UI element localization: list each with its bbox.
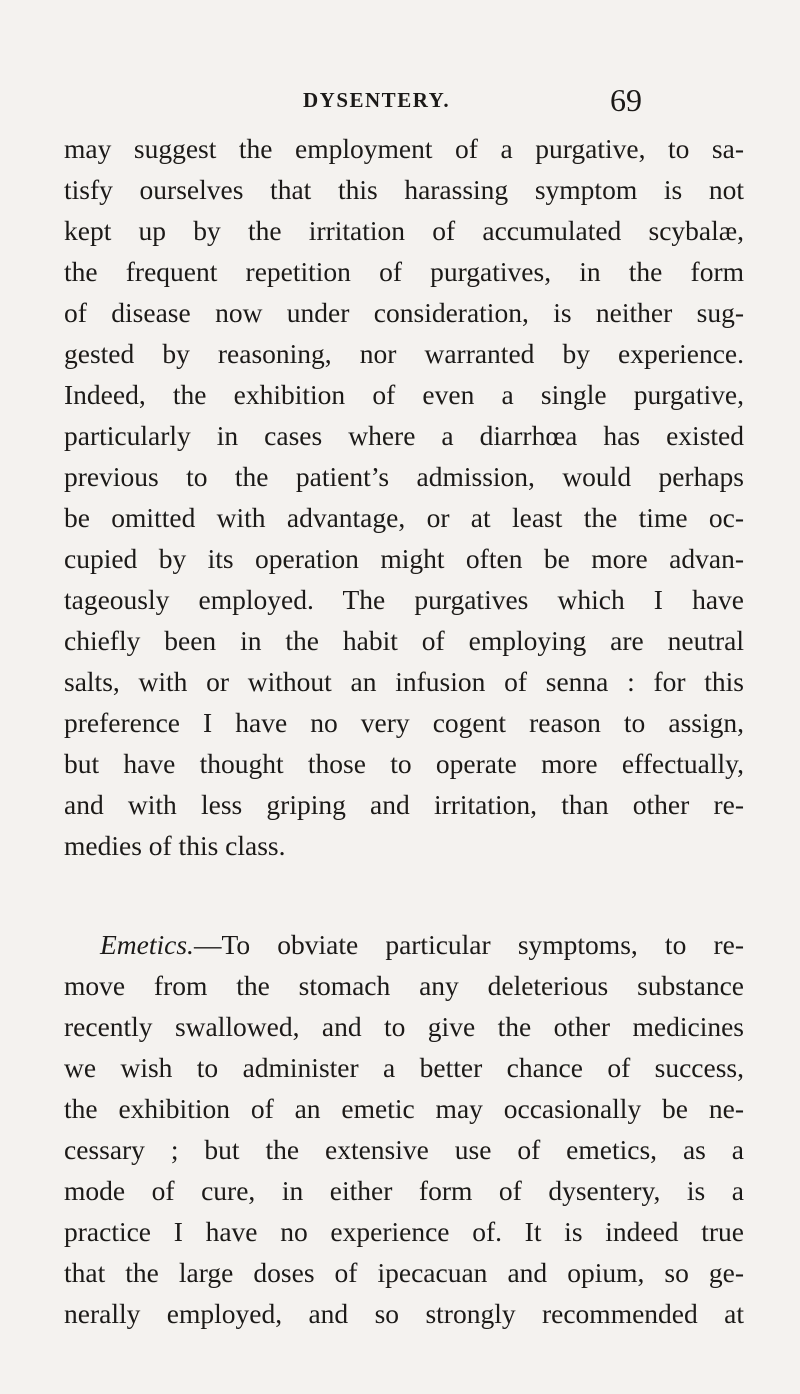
text-line — [64, 924, 744, 965]
text-line: Indeed, the exhibition of even a single purgative, — [64, 379, 744, 410]
text-line: particularly in cases where a diarrhœa has existed — [64, 420, 744, 451]
text-line: the frequent repetition of purgatives, in the form — [64, 256, 744, 287]
text-line: but have thought those to operate more effectually, — [64, 748, 744, 779]
body-text — [64, 128, 744, 1334]
text-line: salts, with or without an infusion of senna : for this — [64, 666, 744, 697]
text-line: mode of cure, in either form of dysentery, is a — [64, 1175, 744, 1206]
text-line: cessary ; but the extensive use of emetics, as a — [64, 1134, 744, 1165]
text-line: nerally employed, and so strongly recommended at — [64, 1298, 744, 1329]
text-line: tageously employed. The purgatives which I have — [64, 584, 744, 615]
text-line: and with less griping and irritation, than other re- — [64, 789, 744, 820]
text-line: that the large doses of ipecacuan and opium, so ge- — [64, 1257, 744, 1288]
text-line: recently swallowed, and to give the other medicines — [64, 1011, 744, 1042]
text-line: the exhibition of an emetic may occasionally be ne- — [64, 1093, 744, 1124]
text-line: medies of this class. — [64, 830, 286, 861]
text-line: we wish to administer a better chance of success, — [64, 1052, 744, 1083]
paragraph-emetics — [64, 924, 744, 1334]
text-line: chiefly been in the habit of employing are neutral — [64, 625, 744, 656]
text-line: practice I have no experience of. It is indeed true — [64, 1216, 744, 1247]
paragraph-purgatives — [64, 128, 744, 866]
text-line: gested by reasoning, nor warranted by experience. — [64, 338, 744, 369]
running-head — [0, 82, 800, 122]
text-line: preference I have no very cogent reason to assign, — [64, 707, 744, 738]
text-line: move from the stomach any deleterious substance — [64, 970, 744, 1001]
text-line: previous to the patient’s admission, would perhaps — [64, 461, 744, 492]
text-line-rest: —To obviate particular symptoms, to re- — [193, 929, 744, 960]
text-line: may suggest the employment of a purgative, to sa- — [64, 133, 744, 164]
paragraph-spacer — [64, 866, 744, 924]
page-number: 69 — [610, 82, 642, 118]
section-heading-emetics: Emetics. — [100, 929, 194, 960]
text-line: be omitted with advantage, or at least the time oc- — [64, 502, 744, 533]
text-line: of disease now under consideration, is neither sug- — [64, 297, 744, 328]
text-line: cupied by its operation might often be more advan- — [64, 543, 744, 574]
text-line: tisfy ourselves that this harassing symptom is not — [64, 174, 744, 205]
text-line: kept up by the irritation of accumulated scybalæ, — [64, 215, 744, 246]
running-title: DYSENTERY. — [303, 88, 451, 112]
